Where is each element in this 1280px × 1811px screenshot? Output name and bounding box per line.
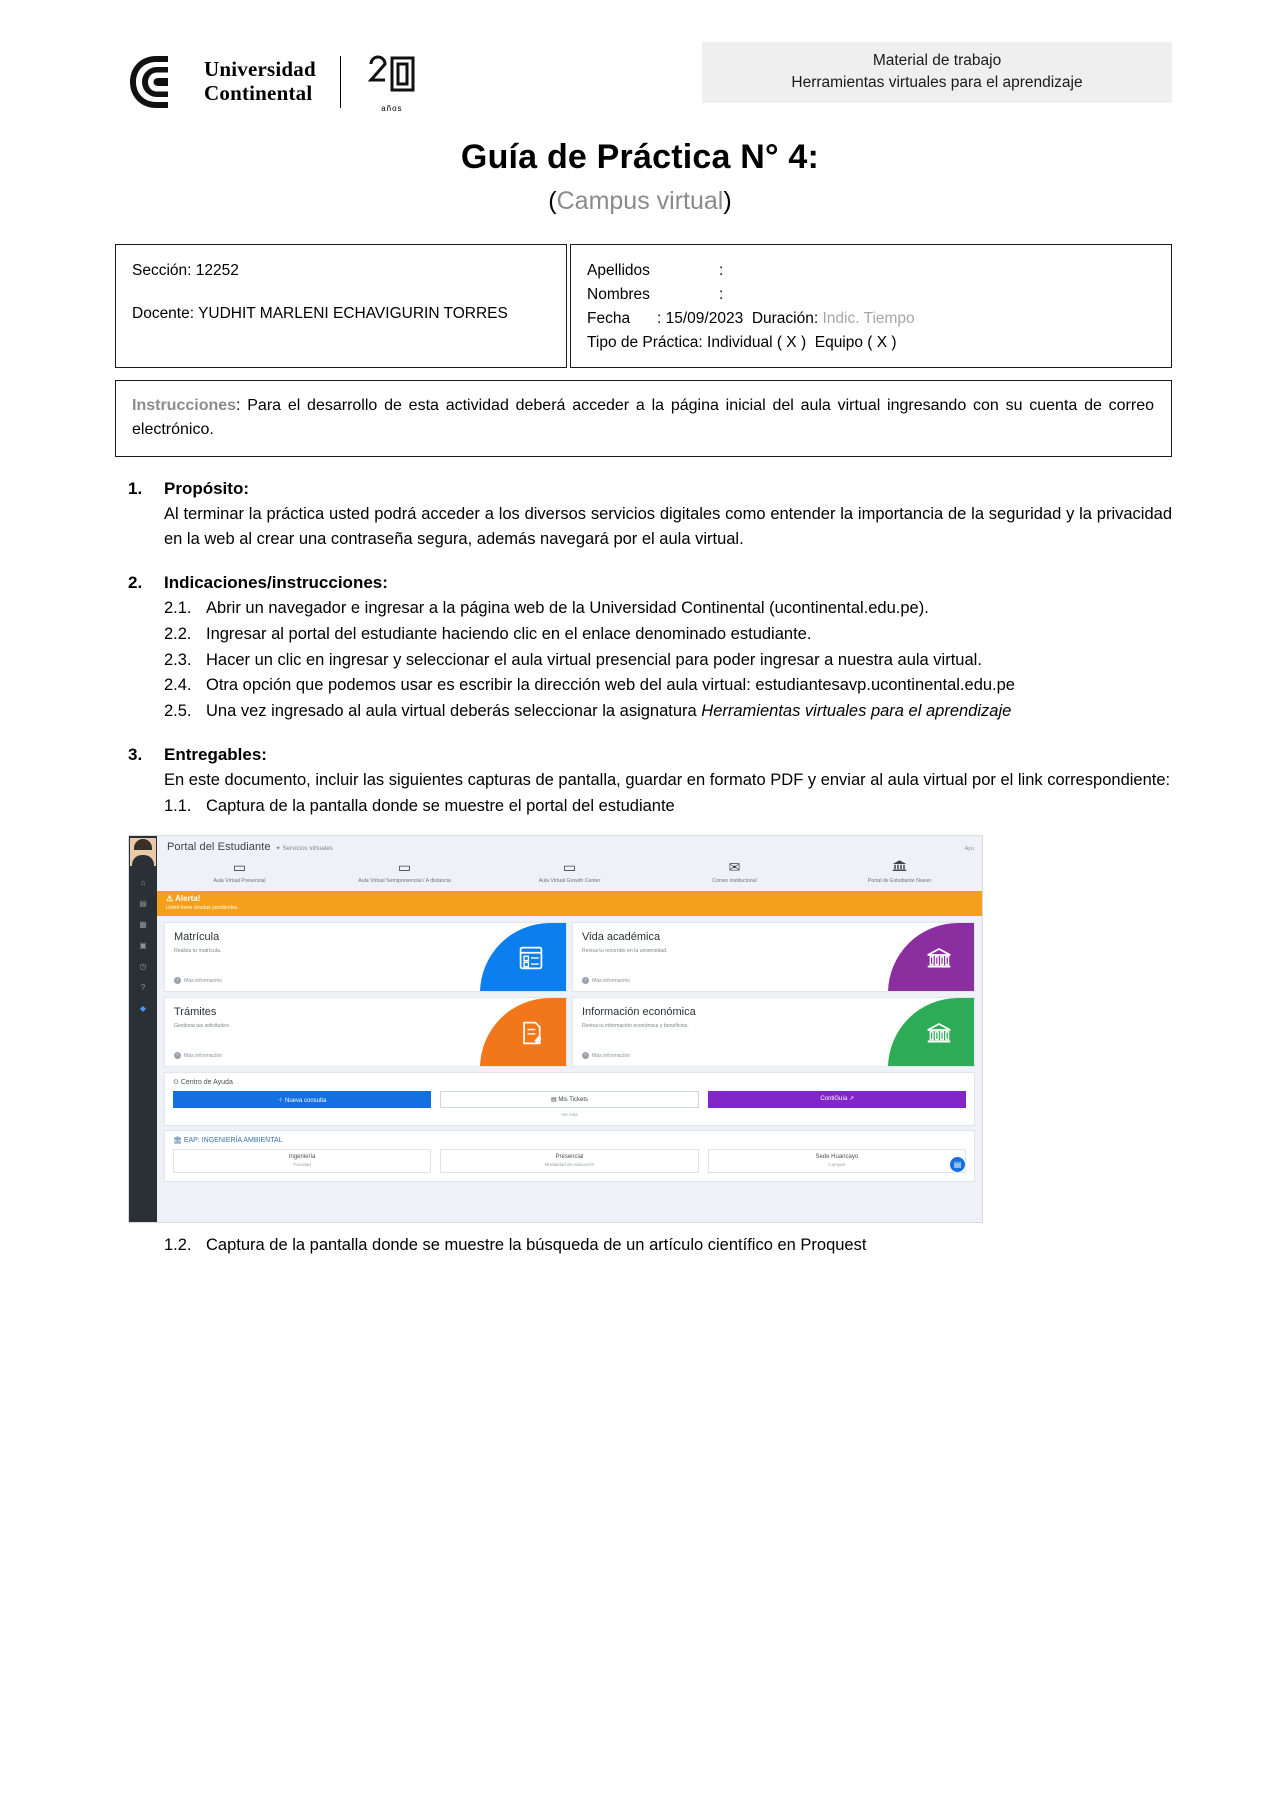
section-heading (128, 745, 1172, 765)
section-number: 1. (128, 478, 143, 498)
eap-column-campus (708, 1149, 966, 1173)
apellidos-separator: : (719, 262, 724, 279)
card-tramites[interactable] (164, 997, 567, 1067)
seccion-value: 12252 (195, 262, 239, 279)
info-boxes-row (115, 244, 1172, 368)
document-body (128, 479, 1172, 820)
nav-item-label: Correo institucional (712, 878, 757, 885)
eap-column-modalidad (440, 1149, 698, 1173)
card-description: Revisa tu información económica y beneficios. (582, 1023, 689, 1030)
card-more-label: Más información (184, 1052, 223, 1059)
portal-nav (157, 853, 982, 891)
eap-column-value: Presencial (555, 1154, 584, 1161)
portal-help-link[interactable]: Ayu (964, 846, 974, 853)
duracion-value: Indic. Tiempo (822, 310, 915, 328)
anniversary-label: años (381, 104, 403, 113)
deliverable-item (164, 1233, 1172, 1259)
logo-line-2: Continental (204, 81, 313, 105)
fecha-separator: : (657, 310, 666, 328)
alert-title-text: Alerta! (175, 894, 201, 904)
eap-columns (173, 1149, 966, 1173)
list-item-number: 2.2. (164, 624, 192, 643)
section-entregables (128, 745, 1172, 819)
portal-screenshot (128, 835, 983, 1223)
checklist-icon (518, 945, 544, 971)
laptop-icon: ▭ (397, 859, 412, 876)
card-more-link[interactable] (582, 1052, 630, 1059)
section-title: Indicaciones/instrucciones: (164, 573, 388, 593)
university-logo (128, 42, 417, 113)
nav-item-aula-virtual-presencial[interactable] (157, 859, 322, 884)
page-subtitle (0, 187, 1280, 216)
section-indicaciones (128, 573, 1172, 725)
fecha-label: Fecha (587, 310, 631, 328)
portal-brand-subtitle-text: Servicios virtuales (282, 846, 333, 853)
eap-column-label: Campus (828, 1162, 846, 1168)
seccion-line (132, 259, 550, 283)
alert-title: ⚠ Alerta! (166, 894, 201, 904)
section-heading (128, 479, 1172, 499)
card-more-link[interactable] (174, 1052, 222, 1059)
section-number: 2. (128, 573, 143, 593)
list-item-text (206, 699, 1172, 725)
info-spacer (132, 283, 550, 302)
card-title: Matrícula (174, 931, 220, 944)
section-body: En este documento, incluir las siguientes capturas de pantalla, guardar en formato PDF y enviar al aula virtual por el link correspondiente: (164, 770, 1171, 789)
bank-icon (926, 1022, 952, 1045)
clock-icon[interactable]: ◷ (139, 962, 147, 972)
card-more-label: Más información (592, 1052, 631, 1059)
card-more-link[interactable] (582, 977, 630, 984)
nueva-consulta-button[interactable]: ＋ Nueva consulta (173, 1091, 431, 1108)
list-item (164, 596, 1172, 622)
nav-item-label: Portal de Estudiante Nuevo (867, 878, 932, 885)
bank-icon (926, 947, 952, 970)
eap-column-facultad (173, 1149, 431, 1173)
contiguia-button[interactable]: ContiGuía ↗ (708, 1091, 966, 1108)
nombres-line (587, 283, 1155, 307)
eap-column-label: Modalidad de educación (544, 1162, 595, 1168)
card-vida-academica[interactable] (572, 922, 975, 992)
bank-icon (819, 859, 980, 876)
portal-brand-subtitle: ✦ Servicios virtuales (275, 846, 333, 853)
portal-main (157, 836, 982, 1222)
card-more-link[interactable] (174, 977, 222, 984)
info-box-student (570, 244, 1172, 368)
laptop-icon: ▭ (232, 859, 247, 876)
arrow-right-icon: › (582, 1052, 589, 1059)
eap-column-value: Ingeniería (288, 1154, 316, 1161)
link-icon[interactable]: ◆ (139, 1004, 147, 1014)
card-informacion-economica[interactable] (572, 997, 975, 1067)
card-description: Gestiona tus solicitudes. (174, 1023, 231, 1030)
deliverable-text: Captura de la pantalla donde se muestre la búsqueda de un artículo científico en Proquest (206, 1236, 867, 1255)
tipo-practica-label: Tipo de Práctica: (587, 334, 708, 352)
portal-topbar (157, 836, 982, 853)
instructions-box (115, 380, 1172, 457)
seccion-label: Sección: (132, 262, 196, 279)
mis-tickets-label: Mis Tickets (558, 1097, 589, 1104)
info-box-course (115, 244, 567, 368)
fecha-line (587, 307, 1155, 331)
subtitle-open-paren: ( (548, 187, 557, 215)
list-item (164, 673, 1172, 699)
document-icon (518, 1020, 544, 1046)
help-center-section (164, 1072, 975, 1126)
help-center-more-link[interactable]: Ver más (561, 1112, 578, 1118)
alert-subtitle: Usted tiene deudas pendientes. (166, 905, 239, 912)
nav-item-aula-virtual-semipresencial[interactable] (322, 859, 487, 884)
mis-tickets-button[interactable]: ▤ Mis Tickets (440, 1091, 700, 1108)
docente-line (132, 302, 550, 326)
subtitle-close-paren: ) (723, 187, 732, 215)
nav-item-label: Aula Virtual Semipresencial / A distancia (358, 878, 451, 885)
avatar (130, 838, 156, 866)
anniversary-logo (367, 54, 417, 113)
book-icon[interactable]: ▤ (950, 1157, 965, 1172)
alert-banner (157, 891, 982, 916)
card-description: Revisa tu recorrido en la universidad. (582, 948, 668, 955)
tipo-practica-line (587, 331, 1155, 355)
list-item-number: 2.3. (164, 650, 192, 669)
eap-column-value: Sede Huancayo (815, 1154, 859, 1161)
docente-label: Docente: (132, 305, 199, 323)
card-title: Trámites (174, 1006, 217, 1019)
nav-item-portal-estudiante-nuevo[interactable] (817, 859, 982, 884)
portal-brand-title: Portal del Estudiante (167, 841, 271, 854)
logo-wordmark (204, 58, 316, 105)
card-description: Realiza tu matrícula. (174, 948, 222, 955)
laptop-icon: ▭ (562, 859, 577, 876)
nav-item-label: Aula Virtual Presencial (213, 878, 266, 885)
list-item-number: 2.1. (164, 599, 192, 618)
list-item (164, 648, 1172, 674)
eap-column-label: Facultad (293, 1162, 311, 1168)
deliverable-number: 1.2. (164, 1236, 192, 1255)
list-item-text: Hacer un clic en ingresar y seleccionar el aula virtual presencial para poder ingresar a nuestra aula virtual. (206, 650, 982, 669)
help-center-heading: ⊙ Centro de Ayuda (173, 1079, 233, 1087)
section-title: Entregables: (164, 744, 267, 764)
duracion-label: Duración: (751, 310, 823, 328)
document-tail (128, 1233, 1172, 1259)
list-item-text: Otra opción que podemos usar es escribir la dirección web del aula virtual: estudiantesavp.ucontinental.edu.pe (206, 676, 1015, 695)
deliverable-item (164, 794, 1172, 820)
list-item-text-emphasis: Herramientas virtuales para el aprendizaje (701, 702, 1012, 721)
card-more-label: Más información (592, 977, 631, 984)
document-header (0, 0, 1280, 113)
section-proposito (128, 479, 1172, 553)
nav-item-label: Aula Virtual Growth Center (538, 878, 601, 885)
list-item-text: Abrir un navegador e ingresar a la página web de la Universidad Continental (ucontinental.edu.pe). (206, 599, 929, 618)
bank-glyph (892, 859, 907, 872)
arrow-right-icon: › (174, 1052, 181, 1059)
list-item (164, 699, 1172, 725)
book-icon[interactable]: ▤ (139, 899, 147, 909)
help-icon[interactable]: ? (140, 983, 146, 993)
nombres-separator: : (719, 286, 724, 304)
apellidos-label: Apellidos (587, 262, 650, 279)
logo-divider (340, 56, 341, 108)
list-item-text-plain: Una vez ingresado al aula virtual deberás seleccionar la asignatura (206, 702, 702, 721)
header-band (702, 42, 1172, 103)
docente-value: YUDHIT MARLENI ECHAVIGURIN TORRES (198, 305, 508, 323)
portal-brand (167, 841, 333, 853)
arrow-right-icon: › (174, 977, 181, 984)
list-item-number: 2.4. (164, 676, 192, 695)
briefcase-icon[interactable]: ▦ (139, 920, 147, 930)
portal-cards (157, 916, 982, 1067)
list-item (164, 622, 1172, 648)
contiguia-label: ContiGuía (820, 1096, 848, 1103)
section-number: 3. (128, 744, 143, 764)
deliverable-text: Captura de la pantalla donde se muestre el portal del estudiante (206, 796, 675, 815)
card-matricula[interactable] (164, 922, 567, 992)
instructions-label: Instrucciones (132, 397, 237, 415)
nueva-consulta-label: Nueva consulta (284, 1098, 327, 1105)
page-title: Guía de Práctica N° 4: (460, 138, 820, 176)
mail-icon: ✉ (728, 859, 741, 876)
subtitle-text: Campus virtual (556, 187, 724, 215)
section-heading (128, 573, 1172, 593)
anniversary-20-icon (367, 54, 417, 98)
help-center-buttons (173, 1091, 966, 1108)
eap-heading: 🏛 EAP: INGENIERÍA AMBIENTAL (173, 1137, 283, 1145)
portal-sidebar (129, 836, 157, 1222)
apellidos-line (587, 259, 1155, 283)
help-center-heading-text: Centro de Ayuda (180, 1079, 233, 1087)
list-item-number: 2.5. (164, 702, 192, 721)
header-band-line-2: Herramientas virtuales para el aprendizaje (791, 74, 1083, 92)
instructions-text: : Para el desarrollo de esta actividad deberá acceder a la página inicial del aula virtual ingresando con su cuenta de correo electrónico. (132, 397, 1154, 439)
logo-line-1: Universidad (204, 57, 316, 82)
calendar-icon[interactable]: ▣ (139, 941, 147, 951)
nombres-label: Nombres (587, 286, 650, 304)
eap-heading-text: EAP: INGENIERÍA AMBIENTAL (183, 1137, 283, 1145)
card-title: Información económica (582, 1006, 696, 1019)
tipo-practica-value: Individual ( X ) Equipo ( X ) (707, 334, 897, 352)
nav-item-correo-institucional[interactable] (652, 859, 817, 884)
continental-c-icon (128, 54, 190, 110)
section-title: Propósito: (164, 478, 249, 498)
header-band-line-1: Material de trabajo (872, 52, 1002, 69)
home-icon[interactable]: ⌂ (140, 878, 146, 888)
arrow-right-icon: › (582, 977, 589, 984)
card-title: Vida académica (582, 931, 661, 944)
eap-section (164, 1130, 975, 1182)
card-more-label: Más información (184, 977, 223, 984)
deliverable-number: 1.1. (164, 796, 192, 815)
section-body: Al terminar la práctica usted podrá acceder a los diversos servicios digitales como entender la importancia de la seguridad y la privacidad en la web al crear una contraseña segura, además navegará por el aula virtual. (164, 504, 1172, 549)
list-item-text: Ingresar al portal del estudiante haciendo clic en el enlace denominado estudiante. (206, 624, 812, 643)
nav-item-aula-virtual-growth-center[interactable] (487, 859, 652, 884)
fecha-value: 15/09/2023 (665, 310, 744, 328)
